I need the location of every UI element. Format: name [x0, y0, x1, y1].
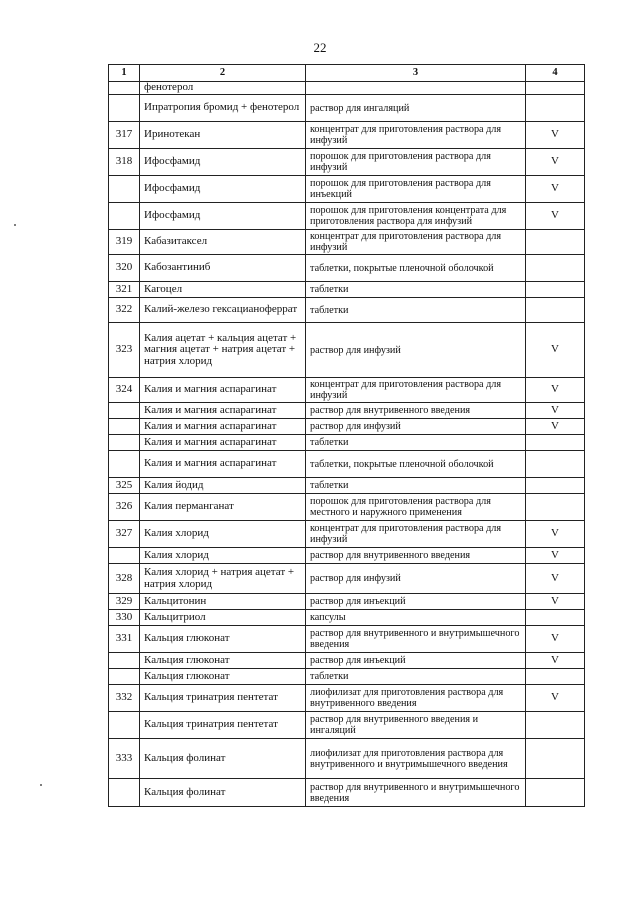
table-cell-number [109, 435, 140, 451]
table-cell-form: порошок для приготовления раствора для местного и наружного применения [306, 494, 526, 521]
table-cell-name: Калия и магния аспарагинат [140, 378, 306, 403]
table-cell-mark: V [526, 626, 585, 653]
table-row [109, 255, 585, 282]
table-cell-mark [526, 669, 585, 685]
table-row [109, 403, 585, 419]
table-cell-form: раствор для инфузий [306, 419, 526, 435]
table-cell-mark: V [526, 564, 585, 594]
table-cell-name: Ифосфамид [140, 176, 306, 203]
scan-speck [40, 784, 42, 786]
table-cell-number: 317 [109, 122, 140, 149]
table-cell-name: Калия и магния аспарагинат [140, 435, 306, 451]
table-cell-mark: V [526, 521, 585, 548]
table-cell-form: капсулы [306, 610, 526, 626]
table-cell-number [109, 82, 140, 95]
table-cell-number: 327 [109, 521, 140, 548]
table-cell-form: концентрат для приготовления раствора для инфузий [306, 122, 526, 149]
table-row [109, 95, 585, 122]
table-cell-number [109, 779, 140, 807]
column-header: 4 [526, 65, 585, 82]
table-cell-number [109, 548, 140, 564]
table-cell-name: Кальция глюконат [140, 626, 306, 653]
table-cell-name: Ифосфамид [140, 203, 306, 230]
table-row [109, 149, 585, 176]
table-row [109, 451, 585, 478]
table-cell-mark: V [526, 419, 585, 435]
table-row [109, 626, 585, 653]
scan-speck [14, 224, 16, 226]
table-row [109, 298, 585, 323]
table-cell-name: Калия хлорид + натрия ацетат + натрия хлорид [140, 564, 306, 594]
table-cell-form: раствор для внутривенного введения [306, 403, 526, 419]
table-cell-mark [526, 255, 585, 282]
table-row [109, 282, 585, 298]
table-cell-number: 333 [109, 739, 140, 779]
table-cell-name: Кальция фолинат [140, 779, 306, 807]
table-row [109, 712, 585, 739]
table-cell-form: раствор для внутривенного и внутримышечного введения [306, 626, 526, 653]
table-cell-number: 324 [109, 378, 140, 403]
table-cell-name: Ифосфамид [140, 149, 306, 176]
table-cell-mark [526, 494, 585, 521]
table-row [109, 494, 585, 521]
table-cell-form: таблетки [306, 298, 526, 323]
table-cell-number [109, 653, 140, 669]
table-cell-name: Калий-железо гексацианоферрат [140, 298, 306, 323]
table-cell-name: Кальцитонин [140, 594, 306, 610]
table-row [109, 435, 585, 451]
table-cell-number [109, 669, 140, 685]
table-cell-form: раствор для инфузий [306, 564, 526, 594]
table-cell-mark: V [526, 149, 585, 176]
table-cell-mark: V [526, 323, 585, 378]
table-cell-number [109, 95, 140, 122]
table-cell-name: Кальцитриол [140, 610, 306, 626]
table-cell-form: таблетки [306, 435, 526, 451]
table-cell-mark: V [526, 403, 585, 419]
table-row [109, 739, 585, 779]
table-cell-number: 319 [109, 230, 140, 255]
table-cell-name: Калия перманганат [140, 494, 306, 521]
table-row [109, 122, 585, 149]
table-cell-mark: V [526, 594, 585, 610]
table-cell-name: фенотерол [140, 82, 306, 95]
table-cell-number: 321 [109, 282, 140, 298]
table-cell-mark [526, 435, 585, 451]
table-cell-mark [526, 282, 585, 298]
table-cell-form: раствор для внутривенного введения и ингаляций [306, 712, 526, 739]
table-cell-number [109, 419, 140, 435]
table-cell-form: раствор для инфузий [306, 323, 526, 378]
table-cell-mark [526, 779, 585, 807]
table-cell-name: Калия и магния аспарагинат [140, 419, 306, 435]
table-cell-mark: V [526, 203, 585, 230]
table-cell-number [109, 176, 140, 203]
table-row [109, 779, 585, 807]
column-header: 2 [140, 65, 306, 82]
table-cell-form: раствор для инъекций [306, 653, 526, 669]
table-cell-form: таблетки, покрытые пленочной оболочкой [306, 451, 526, 478]
table-cell-mark [526, 478, 585, 494]
table-cell-number [109, 403, 140, 419]
table-cell-form: порошок для приготовления концентрата для приготовления раствора для инфузий [306, 203, 526, 230]
table-cell-form: таблетки [306, 478, 526, 494]
table-cell-form: таблетки [306, 282, 526, 298]
table-cell-number: 325 [109, 478, 140, 494]
table-cell-number: 320 [109, 255, 140, 282]
table-cell-form: раствор для внутривенного введения [306, 548, 526, 564]
table-cell-mark: V [526, 122, 585, 149]
table-row [109, 564, 585, 594]
table-header-row [109, 65, 585, 82]
table-row [109, 82, 585, 95]
table-cell-form: концентрат для приготовления раствора для инфузий [306, 378, 526, 403]
table-cell-name: Кальция глюконат [140, 653, 306, 669]
table-cell-mark: V [526, 548, 585, 564]
table-cell-form: таблетки, покрытые пленочной оболочкой [306, 255, 526, 282]
column-header: 3 [306, 65, 526, 82]
table-row [109, 669, 585, 685]
table-cell-number: 328 [109, 564, 140, 594]
table-cell-mark [526, 739, 585, 779]
table-cell-name: Калия хлорид [140, 521, 306, 548]
table-cell-name: Кальция тринатрия пентетат [140, 685, 306, 712]
table-row [109, 419, 585, 435]
table-cell-mark: V [526, 685, 585, 712]
table-cell-number: 326 [109, 494, 140, 521]
table-cell-mark [526, 298, 585, 323]
table-cell-mark [526, 451, 585, 478]
table-cell-name: Калия ацетат + кальция ацетат + магния ацетат + натрия ацетат + натрия хлорид [140, 323, 306, 378]
table-cell-form: концентрат для приготовления раствора для инфузий [306, 230, 526, 255]
table-row [109, 594, 585, 610]
table-cell-name: Калия и магния аспарагинат [140, 403, 306, 419]
table-cell-number: 323 [109, 323, 140, 378]
column-header: 1 [109, 65, 140, 82]
table-cell-form: порошок для приготовления раствора для инъекций [306, 176, 526, 203]
table-cell-mark: V [526, 378, 585, 403]
table-cell-mark: V [526, 176, 585, 203]
table-row [109, 478, 585, 494]
drug-list-table [108, 64, 585, 807]
table-cell-number: 329 [109, 594, 140, 610]
table-cell-form: концентрат для приготовления раствора для инфузий [306, 521, 526, 548]
table-cell-name: Калия и магния аспарагинат [140, 451, 306, 478]
table-cell-name: Калия хлорид [140, 548, 306, 564]
table-cell-mark [526, 610, 585, 626]
table-cell-number: 332 [109, 685, 140, 712]
table-cell-form: раствор для ингаляций [306, 95, 526, 122]
page-number: 22 [313, 40, 327, 55]
table-cell-number: 330 [109, 610, 140, 626]
table-cell-number: 322 [109, 298, 140, 323]
table-cell-mark [526, 95, 585, 122]
table-row [109, 230, 585, 255]
table-cell-form: раствор для внутривенного и внутримышечного введения [306, 779, 526, 807]
table-row [109, 176, 585, 203]
table-cell-form: лиофилизат для приготовления раствора для внутривенного введения [306, 685, 526, 712]
table-cell-name: Иринотекан [140, 122, 306, 149]
table-cell-name: Кальция фолинат [140, 739, 306, 779]
table-row [109, 653, 585, 669]
table-row [109, 521, 585, 548]
table-cell-name: Калия йодид [140, 478, 306, 494]
table-cell-form: раствор для инъекций [306, 594, 526, 610]
table-cell-number: 318 [109, 149, 140, 176]
table-cell-name: Кагоцел [140, 282, 306, 298]
table-cell-form [306, 82, 526, 95]
table-row [109, 203, 585, 230]
table-row [109, 378, 585, 403]
table-cell-name: Кальция тринатрия пентетат [140, 712, 306, 739]
table-cell-name: Кальция глюконат [140, 669, 306, 685]
table-cell-mark [526, 230, 585, 255]
table-cell-mark [526, 712, 585, 739]
table-cell-form: таблетки [306, 669, 526, 685]
table-cell-name: Кабазитаксел [140, 230, 306, 255]
table-cell-form: порошок для приготовления раствора для инфузий [306, 149, 526, 176]
table-row [109, 685, 585, 712]
table-row [109, 610, 585, 626]
table-cell-number [109, 712, 140, 739]
table-cell-form: лиофилизат для приготовления раствора для внутривенного и внутримышечного введения [306, 739, 526, 779]
table-cell-number [109, 451, 140, 478]
table-row [109, 548, 585, 564]
table-cell-name: Ипратропия бромид + фенотерол [140, 95, 306, 122]
table-row [109, 323, 585, 378]
table-cell-number: 331 [109, 626, 140, 653]
table-cell-mark: V [526, 653, 585, 669]
table-cell-name: Кабозантиниб [140, 255, 306, 282]
table-cell-number [109, 203, 140, 230]
table-cell-mark [526, 82, 585, 95]
